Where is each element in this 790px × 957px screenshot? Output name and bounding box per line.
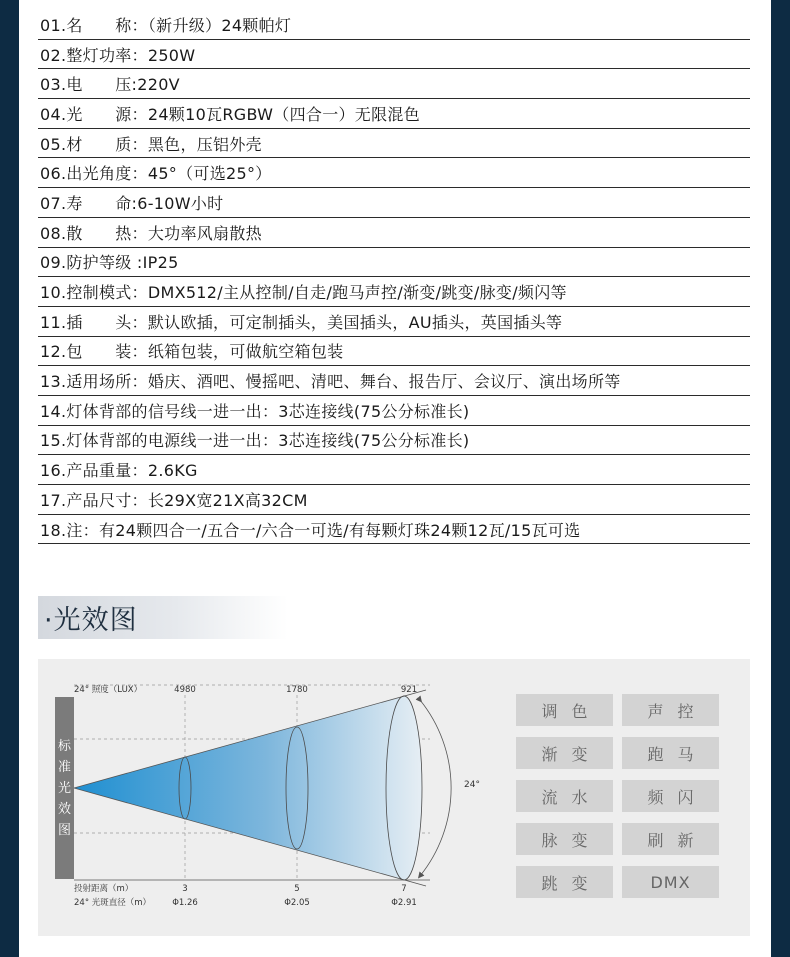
spec-row-dimensions: 17.产品尺寸：长29X宽21X高32CM [38,485,750,515]
left-border-bar [0,0,19,957]
spec-row-beam-angle: 06.出光角度：45°（可选25°） [38,158,750,188]
side-label-char: 标 [57,739,72,754]
lux-value-5m: 1780 [286,685,308,695]
effect-button-refresh[interactable]: 刷新 [622,823,719,855]
spec-row-control-mode: 10.控制模式：DMX512/主从控制/自走/跑马声控/渐变/跳变/脉变/频闪等 [38,277,750,307]
angle-arc [420,700,451,876]
spec-row-venues: 13.适用场所：婚庆、酒吧、慢摇吧、清吧、舞台、报告厅、会议厅、演出场所等 [38,366,750,396]
angle-label: 24° [464,780,480,790]
spec-row-ip-rating: 09.防护等级 :IP25 [38,248,750,278]
spec-row-lifetime: 07.寿 命:6-10W小时 [38,188,750,218]
spot-diameter-7m: Φ2.91 [391,898,417,908]
distance-label: 投射距离（m） [74,884,134,894]
illuminance-label: 24° 照度（LUX） [74,685,143,695]
spec-row-weight: 16.产品重量：2.6KG [38,455,750,485]
spot-diameter-5m: Φ2.05 [284,898,310,908]
section-title [38,596,288,639]
effect-button-sound-control[interactable]: 声控 [622,694,719,726]
beam-cone [74,696,422,880]
effect-button-chase[interactable]: 跑马 [622,737,719,769]
spec-row-note: 18.注：有24颗四合一/五合一/六合一可选/有每颗灯珠24颗12瓦/15瓦可选 [38,515,750,545]
distance-7m: 7 [401,884,407,894]
right-border-bar [771,0,790,957]
side-label-char: 光 [57,781,72,796]
effect-button-fade[interactable]: 渐变 [516,737,613,769]
side-label-char: 效 [57,802,72,817]
side-label-char: 准 [57,760,72,775]
effect-button-flow[interactable]: 流水 [516,780,613,812]
spec-list [38,10,750,544]
spec-row-power: 02.整灯功率：250W [38,40,750,70]
spot-diameter-label: 24° 光斑直径（m） [74,898,152,908]
distance-5m: 5 [294,884,300,894]
beam-chart-panel [38,659,750,936]
side-label-char: 图 [57,823,72,838]
section-title-text: ·光效图 [44,605,138,636]
spec-row-plug: 11.插 头：默认欧插，可定制插头，美国插头，AU插头，英国插头等 [38,307,750,337]
spec-row-packaging: 12.包 装：纸箱包装，可做航空箱包装 [38,337,750,367]
effect-button-strobe[interactable]: 频闪 [622,780,719,812]
spec-row-cooling: 08.散 热：大功率风扇散热 [38,218,750,248]
spec-row-signal-cable: 14.灯体背部的信号线一进一出：3芯连接线(75公分标准长) [38,396,750,426]
spec-row-power-cable: 15.灯体背部的电源线一进一出：3芯连接线(75公分标准长) [38,426,750,456]
lux-value-7m: 921 [400,685,418,695]
effect-button-color-mix[interactable]: 调色 [516,694,613,726]
lux-value-3m: 4980 [174,685,196,695]
effect-button-pulse[interactable]: 脉变 [516,823,613,855]
spot-diameter-3m: Φ1.26 [172,898,198,908]
spec-row-light-source: 04.光 源：24颗10瓦RGBW（四合一）无限混色 [38,99,750,129]
spec-row-name: 01.名 称：（新升级）24颗帕灯 [38,10,750,40]
effect-button-jump[interactable]: 跳变 [516,866,613,898]
distance-3m: 3 [182,884,188,894]
effect-button-dmx[interactable]: DMX [622,866,719,898]
spec-row-material: 05.材 质：黑色，压铝外壳 [38,129,750,159]
spec-row-voltage: 03.电 压:220V [38,69,750,99]
